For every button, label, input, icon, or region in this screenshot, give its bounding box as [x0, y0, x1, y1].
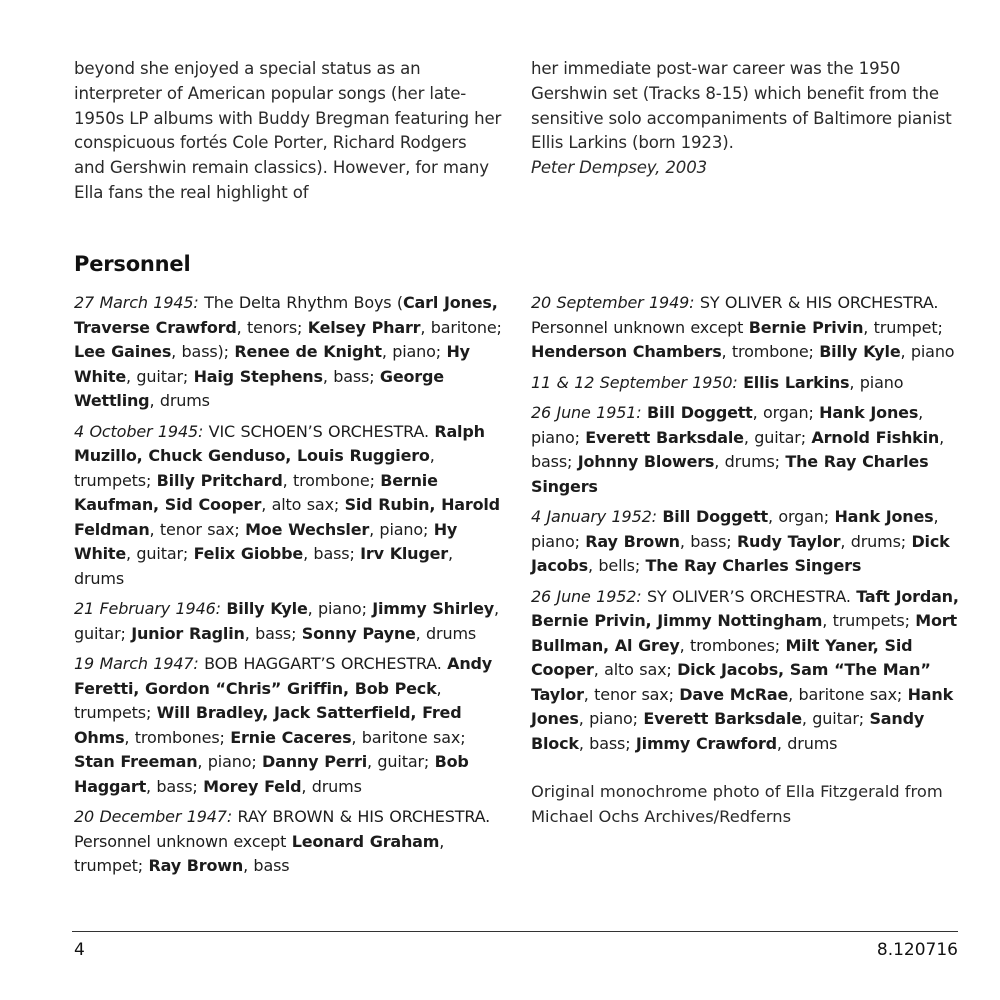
musician-name: Ray Brown	[148, 856, 244, 875]
entry-text: , drums	[149, 391, 210, 410]
entry-text: , trumpet;	[863, 317, 943, 337]
personnel-left-column	[74, 291, 502, 885]
entry-text: SY OLIVER’S ORCHESTRA.	[641, 586, 857, 606]
session-date: 27 March 1945:	[74, 293, 199, 312]
entry-text: , bass;	[303, 544, 361, 563]
entry-text: , piano;	[369, 519, 434, 539]
musician-name: Taft Jordan, Bernie Privin, Jimmy Nottingham	[531, 586, 959, 630]
entry-text: , bass);	[171, 342, 235, 361]
entry-text: , piano;	[197, 752, 263, 771]
musician-name: Hy White	[74, 519, 458, 563]
musician-name: Irv Kluger	[360, 544, 448, 563]
musician-name: Jimmy Shirley	[372, 599, 494, 618]
musician-name: Danny Perri	[262, 752, 368, 771]
entry-text: , bass;	[679, 531, 737, 551]
entry-text: , piano;	[531, 403, 924, 447]
page-number: 4	[74, 940, 85, 960]
musician-name: Henderson Chambers	[531, 342, 722, 361]
musician-name: Renee de Knight	[234, 342, 382, 361]
entry-text: , alto sax;	[593, 660, 678, 679]
entry-text: , bass;	[244, 623, 302, 643]
intro-paragraph-right: her immediate post-war career was the 1950 Gershwin set (Tracks 8-15) which benefit from the sensitive solo accompaniments of Baltimore pianist Ellis Larkins (born 1923).	[531, 59, 952, 153]
entry-text: , tenor sax;	[149, 519, 246, 539]
musician-name: Andy Feretti, Gordon “Chris” Griffin, Bob Peck	[74, 654, 493, 698]
musician-name: Morey Feld	[203, 776, 302, 796]
musician-name: Dick Jacobs, Sam “The Man” Taylor	[531, 660, 931, 704]
musician-name: Billy Pritchard	[156, 470, 283, 490]
footer-rule	[72, 931, 958, 932]
musician-name: Everett Barksdale	[585, 427, 744, 447]
entry-text: , trumpet;	[74, 831, 445, 875]
entry-text: , piano;	[307, 599, 373, 618]
photo-credit: Original monochrome photo of Ella Fitzgerald from Michael Ochs Archives/Redferns	[531, 782, 943, 826]
musician-name: Stan Freeman	[74, 752, 198, 771]
entry-text: , drums;	[714, 452, 786, 471]
entry-text: , guitar;	[74, 599, 499, 643]
musician-name: Dave McRae	[679, 684, 789, 704]
entry-text: , piano;	[381, 342, 447, 361]
musician-name: Billy Kyle	[226, 599, 308, 618]
entry-text: , drums;	[840, 531, 912, 551]
entry-text: , guitar;	[801, 709, 870, 728]
entry-text: BOB HAGGART’S ORCHESTRA.	[198, 654, 448, 673]
entry-text: RAY BROWN & HIS ORCHESTRA. Personnel unknown except	[74, 807, 491, 851]
musician-name: Johnny Blowers	[577, 452, 715, 471]
musician-name: Bill Doggett	[662, 507, 768, 526]
entry-text: , bass;	[531, 427, 945, 471]
entry-text: , guitar;	[126, 366, 194, 386]
entry-text: VIC SCHOEN’S ORCHESTRA.	[203, 421, 435, 441]
musician-name: Carl Jones, Traverse Crawford	[74, 293, 498, 337]
musician-name: Hy White	[74, 342, 470, 386]
musician-name: Hank Jones	[531, 684, 954, 728]
entry-text: , guitar;	[126, 544, 194, 563]
entry-text: , trombone;	[721, 342, 820, 361]
session-date: 26 June 1952:	[531, 586, 642, 606]
intro-paragraph-left: beyond she enjoyed a special status as an interpreter of American popular songs (her late-1950s LP albums with Buddy Bregman featuring her conspicuous fortés Cole Porter, Richard Rodgers and Gershwin remain classics). However, for many Ella fans the real highlight of	[74, 59, 502, 202]
entry-text: , guitar;	[367, 752, 435, 771]
personnel-entry	[531, 291, 961, 365]
musician-name: Ralph Muzillo, Chuck Genduso, Louis Ruggiero	[74, 421, 485, 465]
musician-name: Bernie Privin	[748, 317, 864, 337]
session-date: 4 January 1952:	[531, 507, 657, 526]
musician-name: Will Bradley, Jack Satterfield, Fred Ohms	[74, 703, 462, 747]
session-date: 11 & 12 September 1950:	[531, 372, 738, 392]
entry-text: , piano;	[578, 709, 644, 728]
entry-text: , baritone sax;	[788, 684, 908, 704]
musician-name: Dick Jacobs	[531, 531, 950, 575]
entry-text: , guitar;	[743, 427, 812, 447]
entry-text: , baritone sax;	[351, 727, 466, 747]
musician-name: Hank Jones	[834, 507, 934, 526]
personnel-entry	[531, 401, 961, 499]
musician-name: Bill Doggett	[646, 403, 753, 422]
entry-text: SY OLIVER & HIS ORCHESTRA. Personnel unknown except	[531, 293, 939, 337]
personnel-entry	[74, 420, 502, 592]
musician-name: Haig Stephens	[193, 366, 323, 386]
entry-text: , drums	[74, 544, 453, 588]
musician-name: Rudy Taylor	[736, 531, 841, 551]
musician-name: Sonny Payne	[301, 623, 416, 643]
musician-name: Mort Bullman, Al Grey	[531, 611, 957, 655]
entry-text: , trombones;	[124, 727, 231, 747]
entry-text: , drums	[415, 623, 477, 643]
session-date: 26 June 1951:	[531, 403, 642, 422]
entry-text: , trombone;	[282, 470, 381, 490]
entry-text: , bass	[243, 856, 290, 875]
entry-text: , tenors;	[236, 317, 308, 337]
musician-name: Bob Haggart	[74, 752, 469, 796]
entry-text: , piano	[849, 372, 904, 392]
personnel-right-entries	[531, 291, 961, 756]
musician-name: Junior Raglin	[131, 623, 245, 643]
musician-name: Ray Brown	[585, 531, 680, 551]
musician-name: Lee Gaines	[74, 342, 172, 361]
intro-left-column	[74, 57, 502, 206]
author-byline: Peter Dempsey, 2003	[531, 158, 708, 178]
musician-name: Sandy Block	[531, 709, 925, 753]
musician-name: Arnold Fishkin	[811, 427, 940, 447]
entry-text: , bass;	[578, 733, 636, 753]
entry-text: , alto sax;	[261, 495, 345, 514]
musician-name: Billy Kyle	[819, 342, 901, 361]
musician-name: The Ray Charles Singers	[645, 556, 862, 575]
personnel-entry	[74, 652, 502, 799]
entry-text: , bass;	[146, 776, 204, 796]
entry-text: , tenor sax;	[583, 684, 680, 704]
musician-name: Milt Yaner, Sid Cooper	[531, 635, 913, 679]
musician-name: Kelsey Pharr	[307, 317, 421, 337]
musician-name: Ernie Caceres	[230, 727, 352, 747]
entry-text: , drums	[776, 733, 838, 753]
personnel-entry	[74, 805, 502, 879]
personnel-right-column	[531, 291, 961, 829]
entry-text: , organ;	[752, 403, 820, 422]
musician-name: Moe Wechsler	[245, 519, 370, 539]
entry-text: , trumpets;	[74, 446, 435, 490]
personnel-entry	[531, 505, 961, 579]
musician-name: Everett Barksdale	[643, 709, 802, 728]
session-date: 19 March 1947:	[74, 654, 199, 673]
musician-name: The Ray Charles Singers	[531, 452, 929, 496]
musician-name: Sid Rubin, Harold Feldman	[74, 495, 500, 539]
musician-name: Bernie Kaufman, Sid Cooper	[74, 470, 438, 514]
personnel-heading: Personnel	[74, 252, 191, 276]
entry-text: , baritone;	[420, 317, 502, 337]
personnel-entry	[74, 291, 502, 414]
intro-right-column	[531, 57, 961, 181]
personnel-entry	[531, 585, 961, 757]
personnel-entry	[74, 597, 502, 646]
musician-name: Jimmy Crawford	[635, 733, 777, 753]
session-date: 20 December 1947:	[74, 807, 233, 826]
catalog-number: 8.120716	[876, 940, 958, 960]
entry-text: , drums	[301, 776, 362, 796]
session-date: 21 February 1946:	[74, 599, 221, 618]
session-date: 4 October 1945:	[74, 421, 204, 441]
session-date: 20 September 1949:	[531, 293, 695, 312]
musician-name: Hank Jones	[819, 403, 919, 422]
musician-name: Ellis Larkins	[743, 372, 850, 392]
entry-text: , trumpets;	[74, 678, 442, 722]
entry-text: , trumpets;	[822, 611, 916, 630]
musician-name: George Wettling	[74, 366, 444, 410]
personnel-entry	[531, 371, 961, 396]
entry-text: , bells;	[588, 556, 646, 575]
entry-text: , trombones;	[679, 635, 786, 655]
entry-text: , piano	[900, 342, 955, 361]
entry-text: The Delta Rhythm Boys (	[198, 293, 403, 312]
entry-text: , organ;	[767, 507, 835, 526]
entry-text: , bass;	[322, 366, 380, 386]
entry-text: , piano;	[531, 507, 939, 551]
musician-name: Felix Giobbe	[193, 544, 304, 563]
musician-name: Leonard Graham	[291, 831, 440, 851]
